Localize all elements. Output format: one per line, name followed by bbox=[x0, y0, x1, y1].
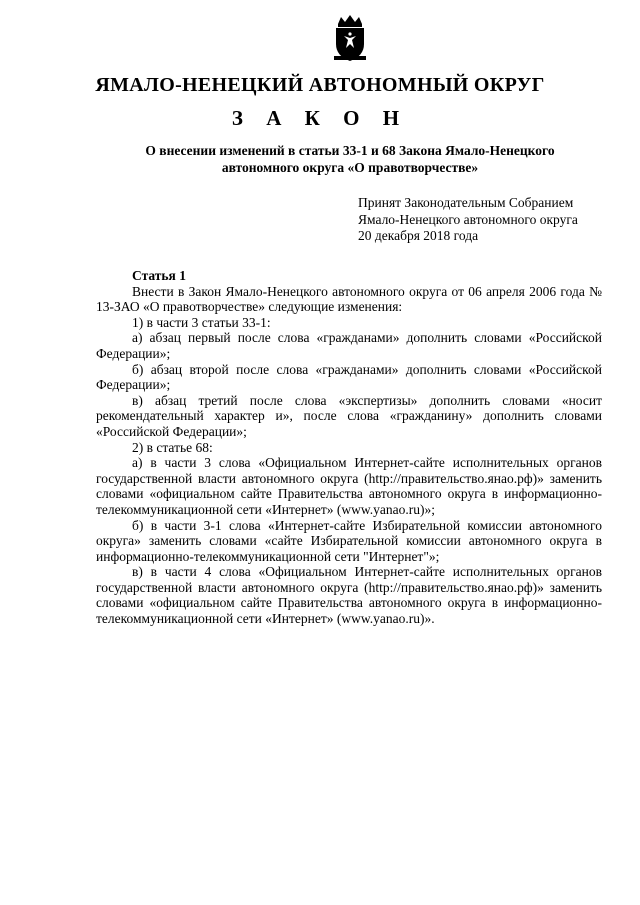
paragraph: в) абзац третий после слова «экспертизы» дополнить словами «носит рекомендательный характер и», после слова «гражданину» дополнить словами «Российской Федерации»; bbox=[96, 392, 602, 439]
paragraph: в) в части 4 слова «Официальном Интернет-сайте исполнительных органов государственной власти автономного округа (http://правительство.янао.рф)» заменить словами «официальном сайте Правительства автономного округа в информационно-телекоммуникационной сети «Интернет» (www.yanao.ru)». bbox=[96, 564, 602, 627]
law-subject bbox=[100, 142, 600, 176]
subject-line-1: О внесении изменений в статьи 33-1 и 68 Закона Ямало-Ненецкого bbox=[145, 143, 555, 158]
paragraph: Внести в Закон Ямало-Ненецкого автономного округа от 06 апреля 2006 года № 13-ЗАО «О правотворчестве» следующие изменения: bbox=[96, 283, 602, 315]
paragraph: 1) в части 3 статьи 33-1: bbox=[132, 314, 271, 330]
paragraph: а) абзац первый после слова «гражданами» дополнить словами «Российской Федерации»; bbox=[96, 330, 602, 361]
adoption-date: 20 декабря 2018 года bbox=[358, 228, 479, 243]
adoption-line-2: Ямало-Ненецкого автономного округа bbox=[358, 211, 578, 227]
article-heading: Статья 1 bbox=[132, 268, 186, 283]
paragraph: б) в части 3-1 слова «Интернет-сайте Избирательной комиссии автономного округа» заменить словами «сайте Избирательной комиссии автономного округа в информационно-телекоммуникационной сети "Интернет"»; bbox=[96, 517, 602, 564]
adoption-block bbox=[358, 195, 618, 245]
adoption-line-1: Принят Законодательным Собранием bbox=[358, 195, 574, 210]
paragraph: а) в части 3 слова «Официальном Интернет-сайте исполнительных органов государственной власти автономного округа (http://правительство.янао.рф)» заменить словами «официальном сайте Правительства автономного округа в информационно-телекоммуникационной сети «Интернет» (www.yanao.ru)»; bbox=[96, 455, 602, 517]
region-title: ЯМАЛО-НЕНЕЦКИЙ АВТОНОМНЫЙ ОКРУГ bbox=[95, 74, 545, 96]
document-type-title: З А К О Н bbox=[231, 106, 409, 130]
coat-of-arms-emblem bbox=[330, 14, 370, 64]
subject-line-2: автономного округа «О правотворчестве» bbox=[221, 160, 479, 175]
paragraph: б) абзац второй после слова «гражданами» дополнить словами «Российской Федерации»; bbox=[96, 361, 602, 393]
article-1 bbox=[96, 268, 602, 627]
paragraph: 2) в статье 68: bbox=[132, 439, 213, 455]
